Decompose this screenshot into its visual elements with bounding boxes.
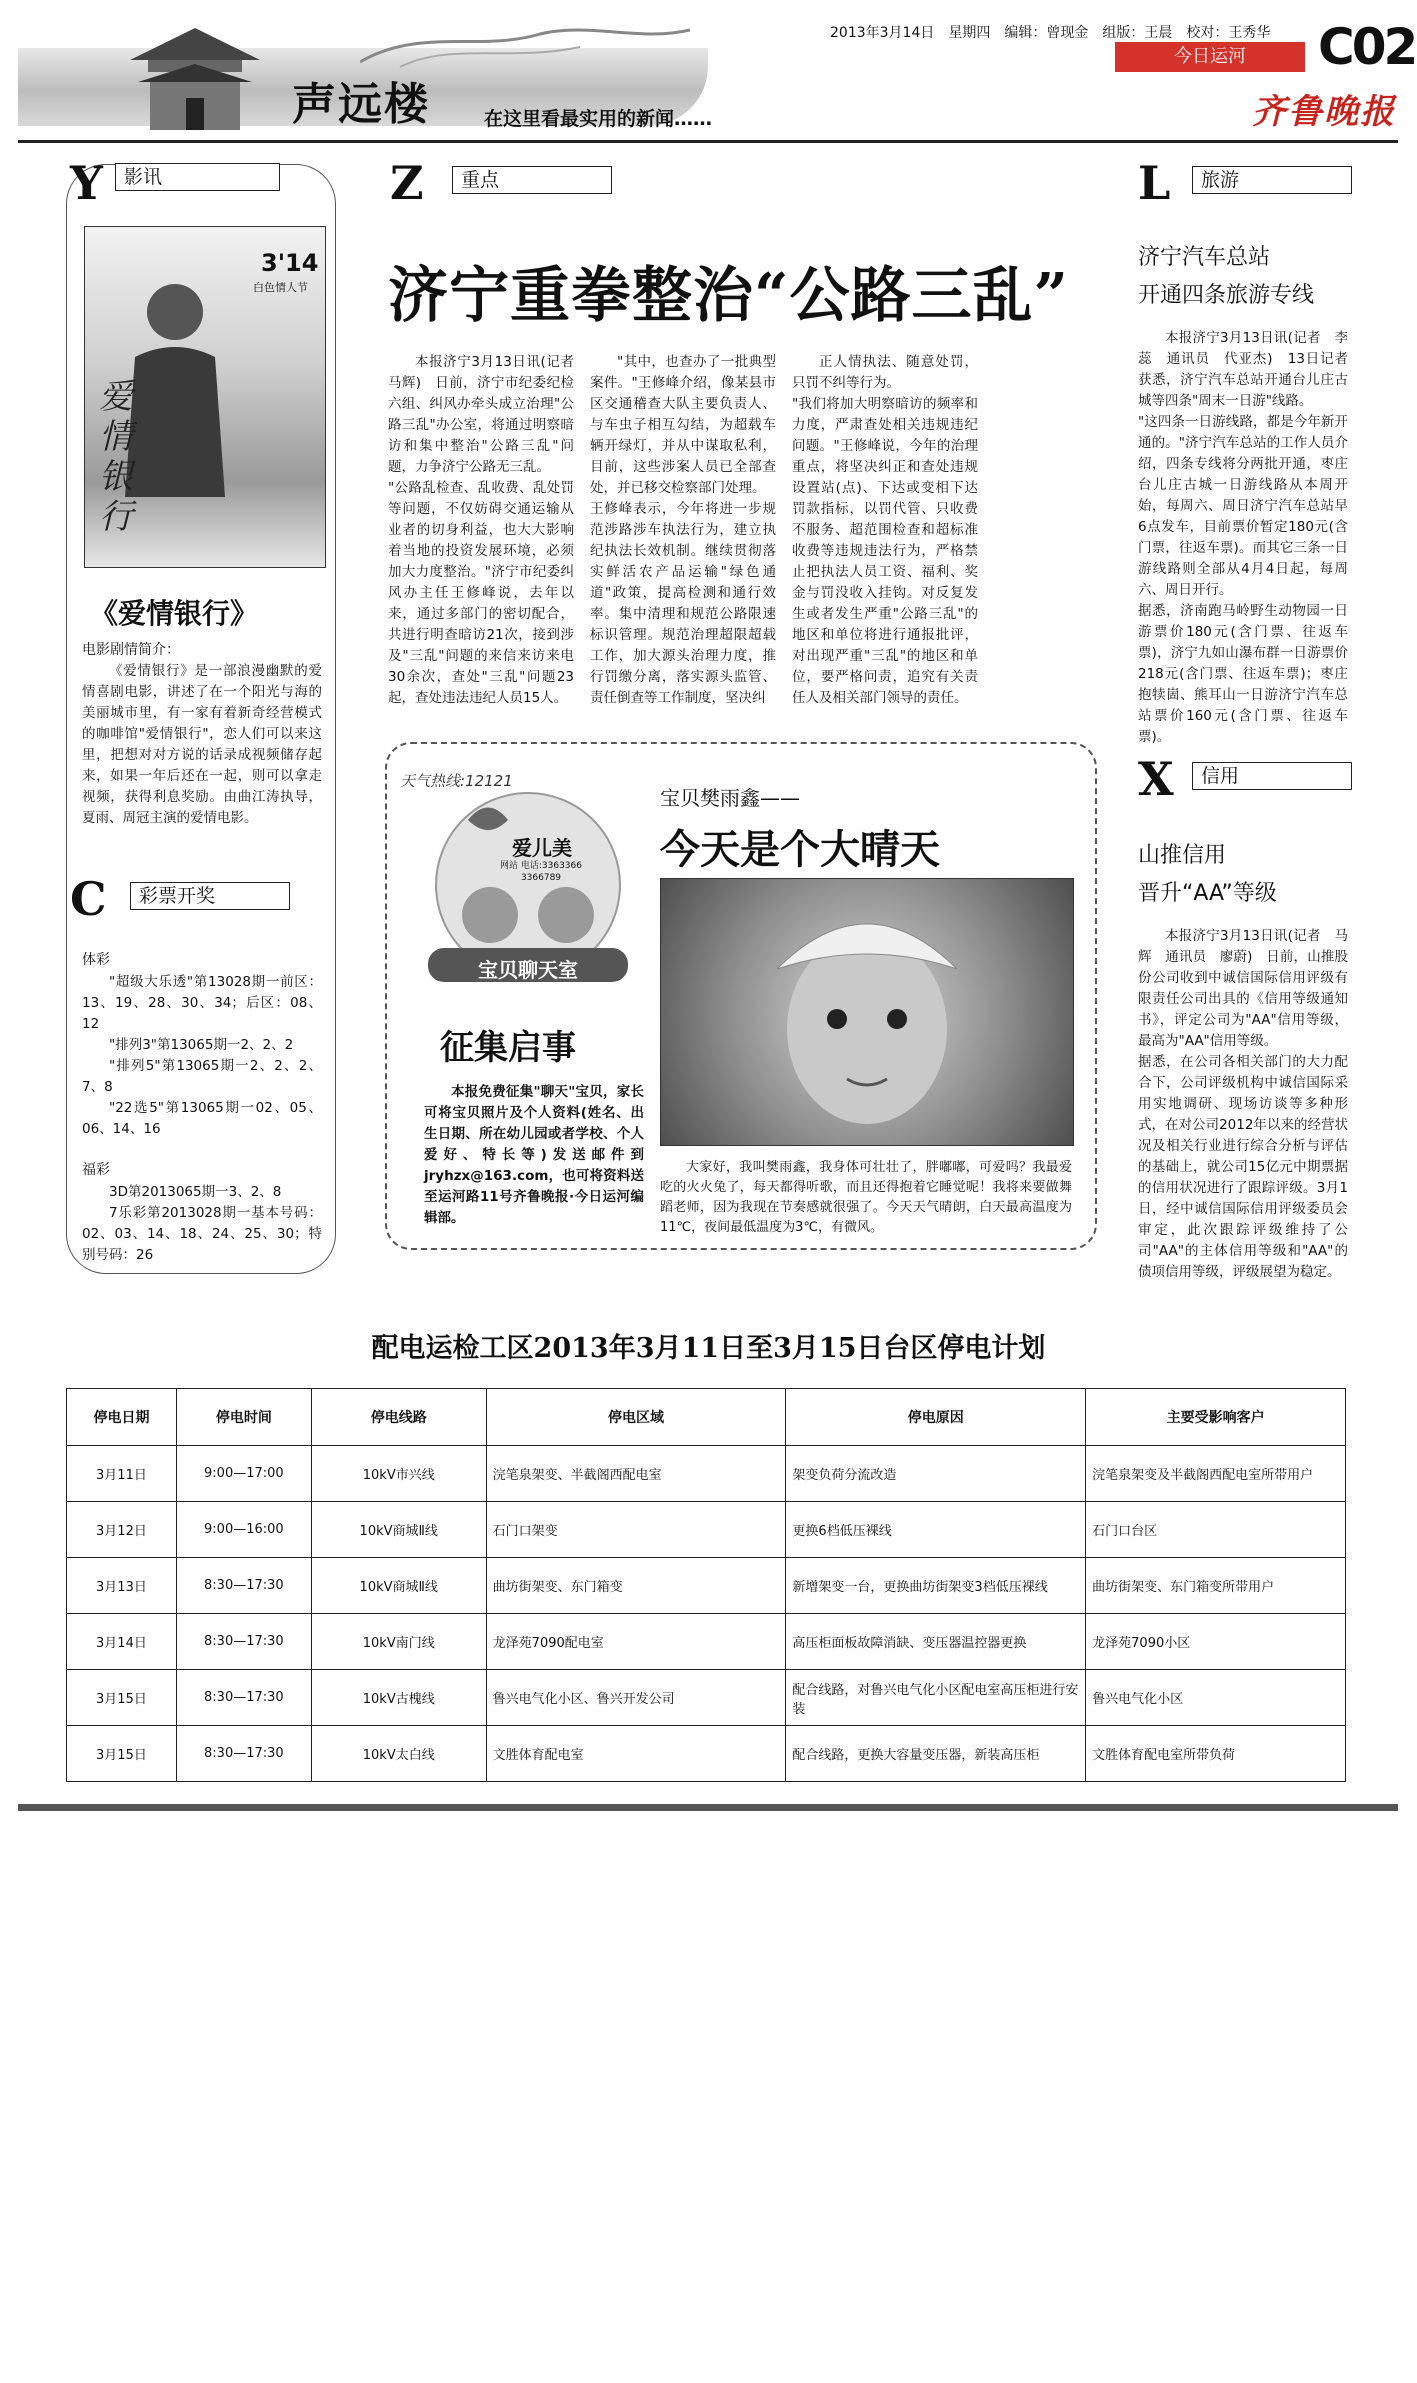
- cell-area: 曲坊街架变、东门箱变: [486, 1558, 786, 1614]
- yingxun-letter: Y: [70, 156, 103, 210]
- zhongdian-label: 重点: [452, 166, 612, 194]
- baby-caption: 大家好，我叫樊雨鑫，我身体可壮壮了，胖嘟嘟，可爱吗？我最爱吃的火火兔了，每天都得听歌，而且还得抱着它睡觉呢！我将来要做舞蹈老师，因为我现在节奏感就很强了。今天天气晴朗，白天最高温度为11℃，夜间最低温度为3℃，有微风。: [660, 1160, 1072, 1235]
- cell-area: 文胜体育配电室: [486, 1726, 786, 1782]
- cell-area: 浣笔泉架变、半截阁西配电室: [486, 1446, 786, 1502]
- zhongdian-headline: 济宁重拳整治“公路三乱”: [388, 261, 1070, 331]
- cell-line: 10kV商城Ⅱ线: [311, 1558, 486, 1614]
- outage-title: 配电运检工区2013年3月11日至3月15日台区停电计划: [371, 1333, 1046, 1364]
- ticai-item: "排列5"第13065期一2、2、2、7、8: [82, 1058, 322, 1095]
- lvyou-label: 旅游: [1192, 166, 1352, 194]
- lvyou-headline-1: 济宁汽车总站: [1138, 245, 1271, 270]
- lvyou-letter: L: [1138, 156, 1171, 210]
- header-reason: 停电原因: [786, 1389, 1086, 1446]
- header-customers: 主要受影响客户: [1086, 1389, 1346, 1446]
- header-time: 停电时间: [176, 1389, 311, 1446]
- cell-date: 3月13日: [67, 1558, 177, 1614]
- xinyong-headline-1: 山推信用: [1138, 843, 1227, 868]
- lvyou-text: 本报济宁3月13日讯(记者 李蕊 通讯员 代亚杰) 13日记者获悉，济宁汽车总站开通台儿庄古城等四条"周末一日游"线路。 "这四条一日游线路，都是今年新开通的。"济宁汽车总站的工作人员介绍，四条专线将分两批开通，枣庄台儿庄古城一日游线路从本周开始，每周六、周日济宁汽车总站早6点发车，目前票价暂定180元(含门票，往返车票)。而其它三条一日游线路则全部从4月4日起，每周六、周日开行。 据悉，济南跑马岭野生动物园一日游票价180元(含门票、往返车票)，济宁九如山瀑布群一日游票价218元(含门票、往返车票)；枣庄抱犊崮、熊耳山一日游济宁汽车总站票价160元(含门票、往返车票)。: [1138, 330, 1348, 745]
- outage-table: [66, 1388, 1346, 1782]
- cell-customers: 文胜体育配电室所带负荷: [1086, 1726, 1346, 1782]
- fucai-item: 7乐彩第2013028期一基本号码：02、03、14、18、24、25、30；特别号码：26: [82, 1205, 322, 1263]
- baobei-title: 今天是个大晴天: [660, 826, 940, 873]
- cell-time: 8:30—17:30: [176, 1558, 311, 1614]
- page-number: C02: [1318, 18, 1416, 76]
- footer-rule: [18, 1804, 1398, 1811]
- xinyong-label: 信用: [1192, 762, 1352, 790]
- zhongdian-col2: "其中，也查办了一批典型案件。"王修峰介绍，像某县市区交通稽查大队主要负责人、与车虫子相互勾结，为超载车辆开绿灯，并从中谋取私利，目前，这些涉案人员已全部查处，并已移交检察部门处理。 王修峰表示，今年将进一步规范涉路涉车执法行为，建立执纪执法长效机制。继续贯彻落实鲜活农产品运输"绿色通道"政策，提高检测和通行效率。集中清理和规范公路限速标识管理。规范治理超限超载工作，加大源头治理力度，推行罚缴分离，落实源头监管、责任倒查等工作制度，坚决纠: [590, 354, 776, 706]
- ticai-item: "22选5"第13065期一02、05、06、14、16: [82, 1100, 322, 1137]
- cell-customers: 鲁兴电气化小区: [1086, 1670, 1346, 1726]
- weather-banner: 天气热线:12121: [400, 772, 513, 790]
- brand-logo: 齐鲁晚报: [1252, 92, 1396, 132]
- caipiao-letter: C: [70, 872, 107, 926]
- cell-date: 3月12日: [67, 1502, 177, 1558]
- cell-customers: 石门口台区: [1086, 1502, 1346, 1558]
- baobei-kicker: 宝贝樊雨鑫——: [660, 786, 800, 810]
- column-slogan: 在这里看最实用的新闻……: [484, 108, 713, 130]
- yingxun-label: 影讯: [115, 163, 280, 191]
- cell-time: 9:00—17:00: [176, 1446, 311, 1502]
- cell-time: 8:30—17:30: [176, 1614, 311, 1670]
- chatroom-label: 宝贝聊天室: [478, 958, 578, 982]
- cell-date: 3月11日: [67, 1446, 177, 1502]
- cell-date: 3月15日: [67, 1670, 177, 1726]
- poster-date: 3'14: [261, 249, 319, 277]
- cell-line: 10kV商城Ⅱ线: [311, 1502, 486, 1558]
- cell-area: 鲁兴电气化小区、鲁兴开发公司: [486, 1670, 786, 1726]
- column-title: 声远楼: [292, 79, 430, 130]
- cell-reason: 高压柜面板故障消缺、变压器温控器更换: [786, 1614, 1086, 1670]
- ticai-item: "排列3"第13065期一2、2、2: [109, 1037, 294, 1053]
- cell-line: 10kV古槐线: [311, 1670, 486, 1726]
- cell-reason: 配合线路，对鲁兴电气化小区配电室高压柜进行安装: [786, 1670, 1086, 1726]
- table-row: [67, 1558, 1346, 1614]
- orchid-decoration-icon: [360, 22, 690, 72]
- cell-customers: 曲坊街架变、东门箱变所带用户: [1086, 1558, 1346, 1614]
- intro-heading: 电影剧情简介：: [82, 642, 180, 658]
- notice-text: 本报免费征集"聊天"宝贝，家长可将宝贝照片及个人资料(姓名、出生日期、所在幼儿园或者学校、个人爱好、特长等)发送邮件到jryhzx@163.com，也可将资料送至运河路11号齐鲁晚报·今日运河编辑部。: [424, 1084, 644, 1226]
- header-area: 停电区域: [486, 1389, 786, 1446]
- cell-customers: 浣笔泉架变及半截阁西配电室所带用户: [1086, 1446, 1346, 1502]
- caipiao-label: 彩票开奖: [130, 882, 290, 910]
- fucai-item: 3D第2013065期一3、2、8: [109, 1184, 282, 1200]
- cell-time: 8:30—17:30: [176, 1670, 311, 1726]
- table-row: [67, 1726, 1346, 1782]
- cell-date: 3月14日: [67, 1614, 177, 1670]
- tower-icon: [120, 20, 270, 135]
- table-row: [67, 1446, 1346, 1502]
- table-header-row: [67, 1389, 1346, 1446]
- poster-sub: 白色情人节: [253, 281, 308, 294]
- xinyong-text: 本报济宁3月13日讯(记者 马辉 通讯员 廖蔚) 日前，山推股份公司收到中诚信国际信用评级有限责任公司出具的《信用等级通知书》，评定公司为"AA"信用等级，最高为"AA"信用等级。 据悉，在公司各相关部门的大力配合下，公司评级机构中诚信国际采用实地调研、现场访谈等多种形式，在对公司2012年以来的经营状况及相关行业进行综合分析与评估的基础上，就公司15亿元中期票据的信用状况进行了跟踪评级。3月1日，经中诚信国际信用评级委员会审定，此次跟踪评级维持了公司"AA"的主体信用等级和"AA"的债项信用等级，评级展望为稳定。: [1138, 928, 1348, 1280]
- header-rule: [18, 140, 1398, 143]
- header-line: 停电线路: [311, 1389, 486, 1446]
- header-date: 停电日期: [67, 1389, 177, 1446]
- table-row: [67, 1614, 1346, 1670]
- ticai-heading: 体彩: [82, 952, 110, 968]
- zhongdian-letter: Z: [390, 156, 424, 210]
- poster-title: 爱情银行: [99, 377, 133, 537]
- section-badge: 今日运河: [1115, 42, 1305, 72]
- baby-photo: [660, 878, 1074, 1146]
- logo-sub: 网站 电话:3363366 3366789: [500, 861, 582, 883]
- zhongdian-col3: 正人情执法、随意处罚，只罚不纠等行为。 "我们将加大明察暗访的频率和力度，严肃查处相关违规违纪问题。"王修峰说，今年的治理重点，将坚决纠正和查处违规设置站(点)、下达或变相下达罚款指标，以罚代管、只收费不服务、超范围检查和超标准收费等违规违法行为，严格禁止把执法人员工资、福利、奖金与罚没收入挂钩。对反复发生或者发生严重"公路三乱"的地区和单位将进行通报批评，对出现严重"三乱"的地区和单位，要严格问责，追究有关责任人及相关部门领导的责任。: [792, 354, 978, 706]
- notice-title: 征集启事: [440, 1028, 576, 1068]
- cell-reason: 更换6档低压裸线: [786, 1502, 1086, 1558]
- intro-text: 《爱情银行》是一部浪漫幽默的爱情喜剧电影，讲述了在一个阳光与海的美丽城市里，有一家有着新奇经营模式的咖啡馆"爱情银行"，恋人们可以来这里，把想对对方说的话录成视频储存起来，如果一年后还在一起，则可以拿走视频，获得利息奖励。由曲江涛执导，夏雨、周冠主演的爱情电影。: [82, 663, 322, 826]
- cell-area: 石门口架变: [486, 1502, 786, 1558]
- aierme-logo: [408, 790, 648, 990]
- cell-reason: 新增架变一台，更换曲坊街架变3档低压裸线: [786, 1558, 1086, 1614]
- movie-title: 《爱情银行》: [90, 597, 259, 630]
- cell-line: 10kV市兴线: [311, 1446, 486, 1502]
- cell-reason: 配合线路，更换大容量变压器，新装高压柜: [786, 1726, 1086, 1782]
- movie-poster: [84, 226, 326, 568]
- xinyong-headline-2: 晋升“AA”等级: [1138, 881, 1277, 906]
- cell-date: 3月15日: [67, 1726, 177, 1782]
- cell-line: 10kV太白线: [311, 1726, 486, 1782]
- cell-area: 龙泽苑7090配电室: [486, 1614, 786, 1670]
- logo-name: 爱儿美: [512, 836, 572, 860]
- cell-customers: 龙泽苑7090小区: [1086, 1614, 1346, 1670]
- xinyong-letter: X: [1138, 752, 1174, 806]
- cell-time: 8:30—17:30: [176, 1726, 311, 1782]
- cell-time: 9:00—16:00: [176, 1502, 311, 1558]
- ticai-item: "超级大乐透"第13028期一前区：13、19、28、30、34；后区：08、12: [82, 974, 322, 1032]
- fucai-heading: 福彩: [82, 1162, 110, 1178]
- fucai-list: [82, 1182, 322, 1266]
- table-row: [67, 1502, 1346, 1558]
- meta-line: 2013年3月14日 星期四 编辑：曾现金 组版：王晨 校对：王秀华: [830, 25, 1271, 41]
- table-row: [67, 1670, 1346, 1726]
- ticai-list: [82, 972, 322, 1140]
- cell-reason: 架变负荷分流改造: [786, 1446, 1086, 1502]
- lvyou-headline-2: 开通四条旅游专线: [1138, 283, 1315, 308]
- zhongdian-col1: 本报济宁3月13日讯(记者 马辉) 日前，济宁市纪委纪检六组、纠风办牵头成立治理"公路三乱"办公室，将通过明察暗访和集中整治"公路三乱"问题，力争济宁公路无三乱。 "公路乱检查、乱收费、乱处罚等问题，不仅妨碍交通运输从业者的切身利益，也大大影响着当地的投资发展环境，必须加大力度整治。"济宁市纪委纠风办主任王修峰说，去年以来，通过多部门的密切配合，共进行明查暗访21次，接到涉及"三乱"问题的来信来访来电30余次，查处"三乱"问题23起，查处违法违纪人员15人。: [388, 354, 574, 706]
- cell-line: 10kV南门线: [311, 1614, 486, 1670]
